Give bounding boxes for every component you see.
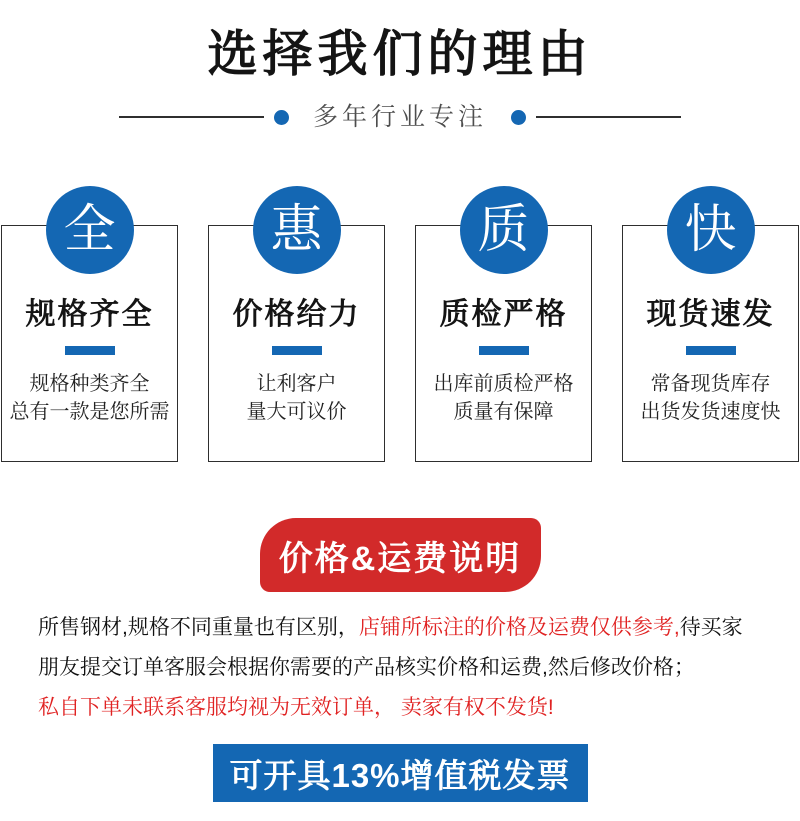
divider-line-right bbox=[536, 116, 681, 118]
feature-card-line: 常备现货库存 bbox=[650, 373, 771, 395]
feature-card-body bbox=[623, 370, 798, 426]
feature-card-body bbox=[2, 370, 177, 426]
feature-card-line: 让利客户 bbox=[256, 373, 337, 395]
page-title: 选择我们的理由 bbox=[207, 26, 593, 82]
section-header bbox=[0, 0, 800, 132]
accent-underline bbox=[272, 346, 322, 355]
feature-card-line: 总有一款是您所需 bbox=[9, 401, 170, 423]
subtitle-row bbox=[0, 102, 800, 132]
notice-line-1-red: 店铺所标注的价格及运费仅供参考, bbox=[358, 616, 680, 639]
notice-line-2: 朋友提交订单客服会根据你需要的产品核实价格和运费,然后修改价格； bbox=[38, 656, 695, 679]
subtitle-text: 多年行业专注 bbox=[312, 103, 487, 131]
feature-card-quality bbox=[415, 201, 592, 462]
feature-card-title: 现货速发 bbox=[646, 298, 775, 331]
notice-line-1 bbox=[38, 608, 800, 648]
notice-line-1-black: 所售钢材,规格不同重量也有区别， bbox=[38, 616, 359, 639]
feature-badge-circle: 质 bbox=[460, 186, 548, 274]
accent-underline bbox=[65, 346, 115, 355]
notice-paragraph bbox=[0, 608, 800, 728]
feature-card-body bbox=[209, 370, 384, 426]
bullet-dot-left-icon bbox=[274, 110, 289, 125]
section-footer bbox=[0, 744, 800, 802]
feature-card-speed bbox=[622, 201, 799, 462]
bullet-dot-right-icon bbox=[511, 110, 526, 125]
feature-badge-circle: 惠 bbox=[253, 186, 341, 274]
feature-card-title: 价格给力 bbox=[232, 298, 361, 331]
price-shipping-ribbon: 价格&运费说明 bbox=[260, 518, 541, 592]
invoice-banner: 可开具13%增值税发票 bbox=[213, 744, 588, 802]
feature-card-body bbox=[416, 370, 591, 426]
feature-card-price bbox=[208, 201, 385, 462]
feature-card-line: 质量有保障 bbox=[453, 401, 554, 423]
feature-card-line: 量大可议价 bbox=[246, 401, 347, 423]
divider-line-left bbox=[119, 116, 264, 118]
feature-card-title: 规格齐全 bbox=[25, 298, 154, 331]
feature-card-title: 质检严格 bbox=[439, 298, 568, 331]
accent-underline bbox=[686, 346, 736, 355]
feature-card-line: 出货发货速度快 bbox=[640, 401, 781, 423]
feature-badge-circle: 快 bbox=[667, 186, 755, 274]
feature-card-specs bbox=[1, 201, 178, 462]
price-shipping-notice bbox=[0, 518, 800, 728]
notice-line-1-tail: 待买家 bbox=[679, 616, 743, 639]
accent-underline bbox=[479, 346, 529, 355]
feature-card-line: 规格种类齐全 bbox=[29, 373, 150, 395]
feature-card-line: 出库前质检严格 bbox=[433, 373, 574, 395]
feature-cards-row bbox=[0, 201, 800, 462]
feature-badge-circle: 全 bbox=[46, 186, 134, 274]
notice-line-3: 私自下单未联系客服均视为无效订单， 卖家有权不发货! bbox=[38, 696, 554, 719]
